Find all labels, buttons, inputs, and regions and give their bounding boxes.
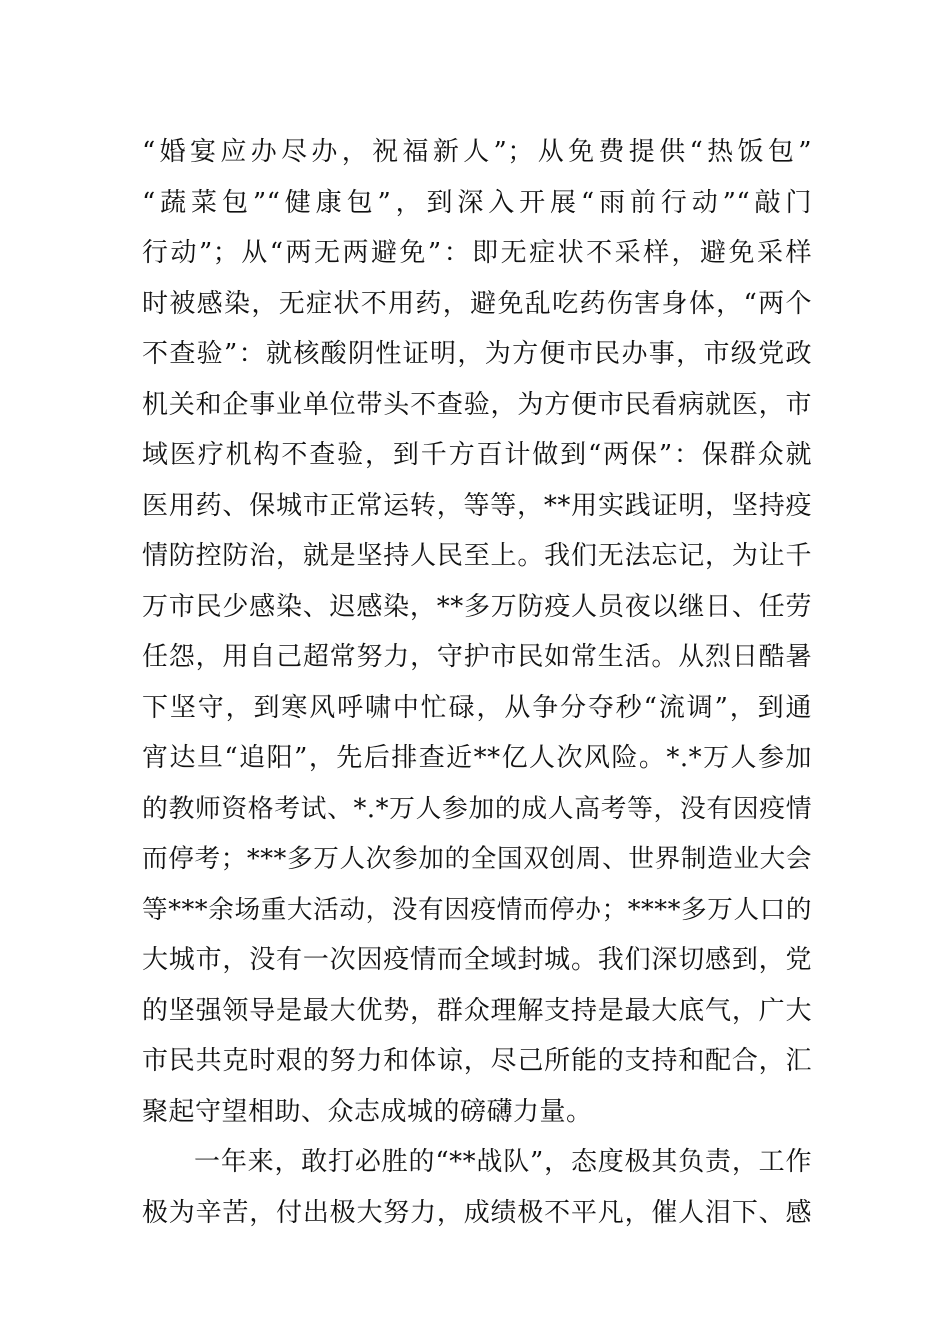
paragraph-1 xyxy=(142,127,812,1137)
document-body xyxy=(142,127,812,1238)
text-line: 任怨，用自己超常努力，守护市民如常生活。从烈日酷暑 xyxy=(142,642,812,672)
text-line: “蔬菜包”“健康包”，到深入开展“雨前行动”“敲门 xyxy=(142,187,812,218)
text-line: 域医疗机构不查验，到千方百计做到“两保”：保群众就 xyxy=(142,440,812,470)
text-line: 机关和企事业单位带头不查验，为方便市民看病就医，市 xyxy=(142,389,812,420)
text-line: 不查验”：就核酸阴性证明，为方便市民办事，市级党政 xyxy=(142,339,812,369)
text-line: 而停考；***多万人次参加的全国双创周、世界制造业大会 xyxy=(142,844,812,874)
text-line: 时被感染，无症状不用药，避免乱吃药伤害身体，“两个 xyxy=(142,288,812,319)
text-line: 万市民少感染、迟感染，**多万防疫人员夜以继日、任劳 xyxy=(142,591,812,622)
text-line: 聚起守望相助、众志成城的磅礴力量。 xyxy=(142,1096,593,1127)
text-line: 等***余场重大活动，没有因疫情而停办；****多万人口的 xyxy=(142,894,812,925)
text-line: 行动”；从“两无两避免”：即无症状不采样，避免采样 xyxy=(142,238,812,268)
text-line: 一年来，敢打必胜的“**战队”，态度极其负责，工作 xyxy=(194,1147,812,1177)
text-line: 情防控防治，就是坚持人民至上。我们无法忘记，为让千 xyxy=(142,541,812,571)
text-line: 的教师资格考试、*.*万人参加的成人高考等，没有因疫情 xyxy=(142,793,812,824)
text-line: 的坚强领导是最大优势，群众理解支持是最大底气，广大 xyxy=(142,995,812,1026)
text-line: 医用药、保城市正常运转，等等，**用实践证明，坚持疫 xyxy=(142,490,812,521)
text-line: 下坚守，到寒风呼啸中忙碌，从争分夺秒“流调”，到通 xyxy=(142,692,812,723)
text-line: 宵达旦“追阳”，先后排查近**亿人次风险。*.*万人参加 xyxy=(142,743,812,773)
text-line: “婚宴应办尽办，祝福新人”；从免费提供“热饭包” xyxy=(142,137,812,167)
paragraph-2 xyxy=(142,1137,812,1238)
text-line: 大城市，没有一次因疫情而全域封城。我们深切感到，党 xyxy=(142,945,812,975)
text-line: 市民共克时艰的努力和体谅，尽己所能的支持和配合，汇 xyxy=(142,1046,812,1076)
text-line: 极为辛苦，付出极大努力，成绩极不平凡，催人泪下、感 xyxy=(142,1197,812,1228)
